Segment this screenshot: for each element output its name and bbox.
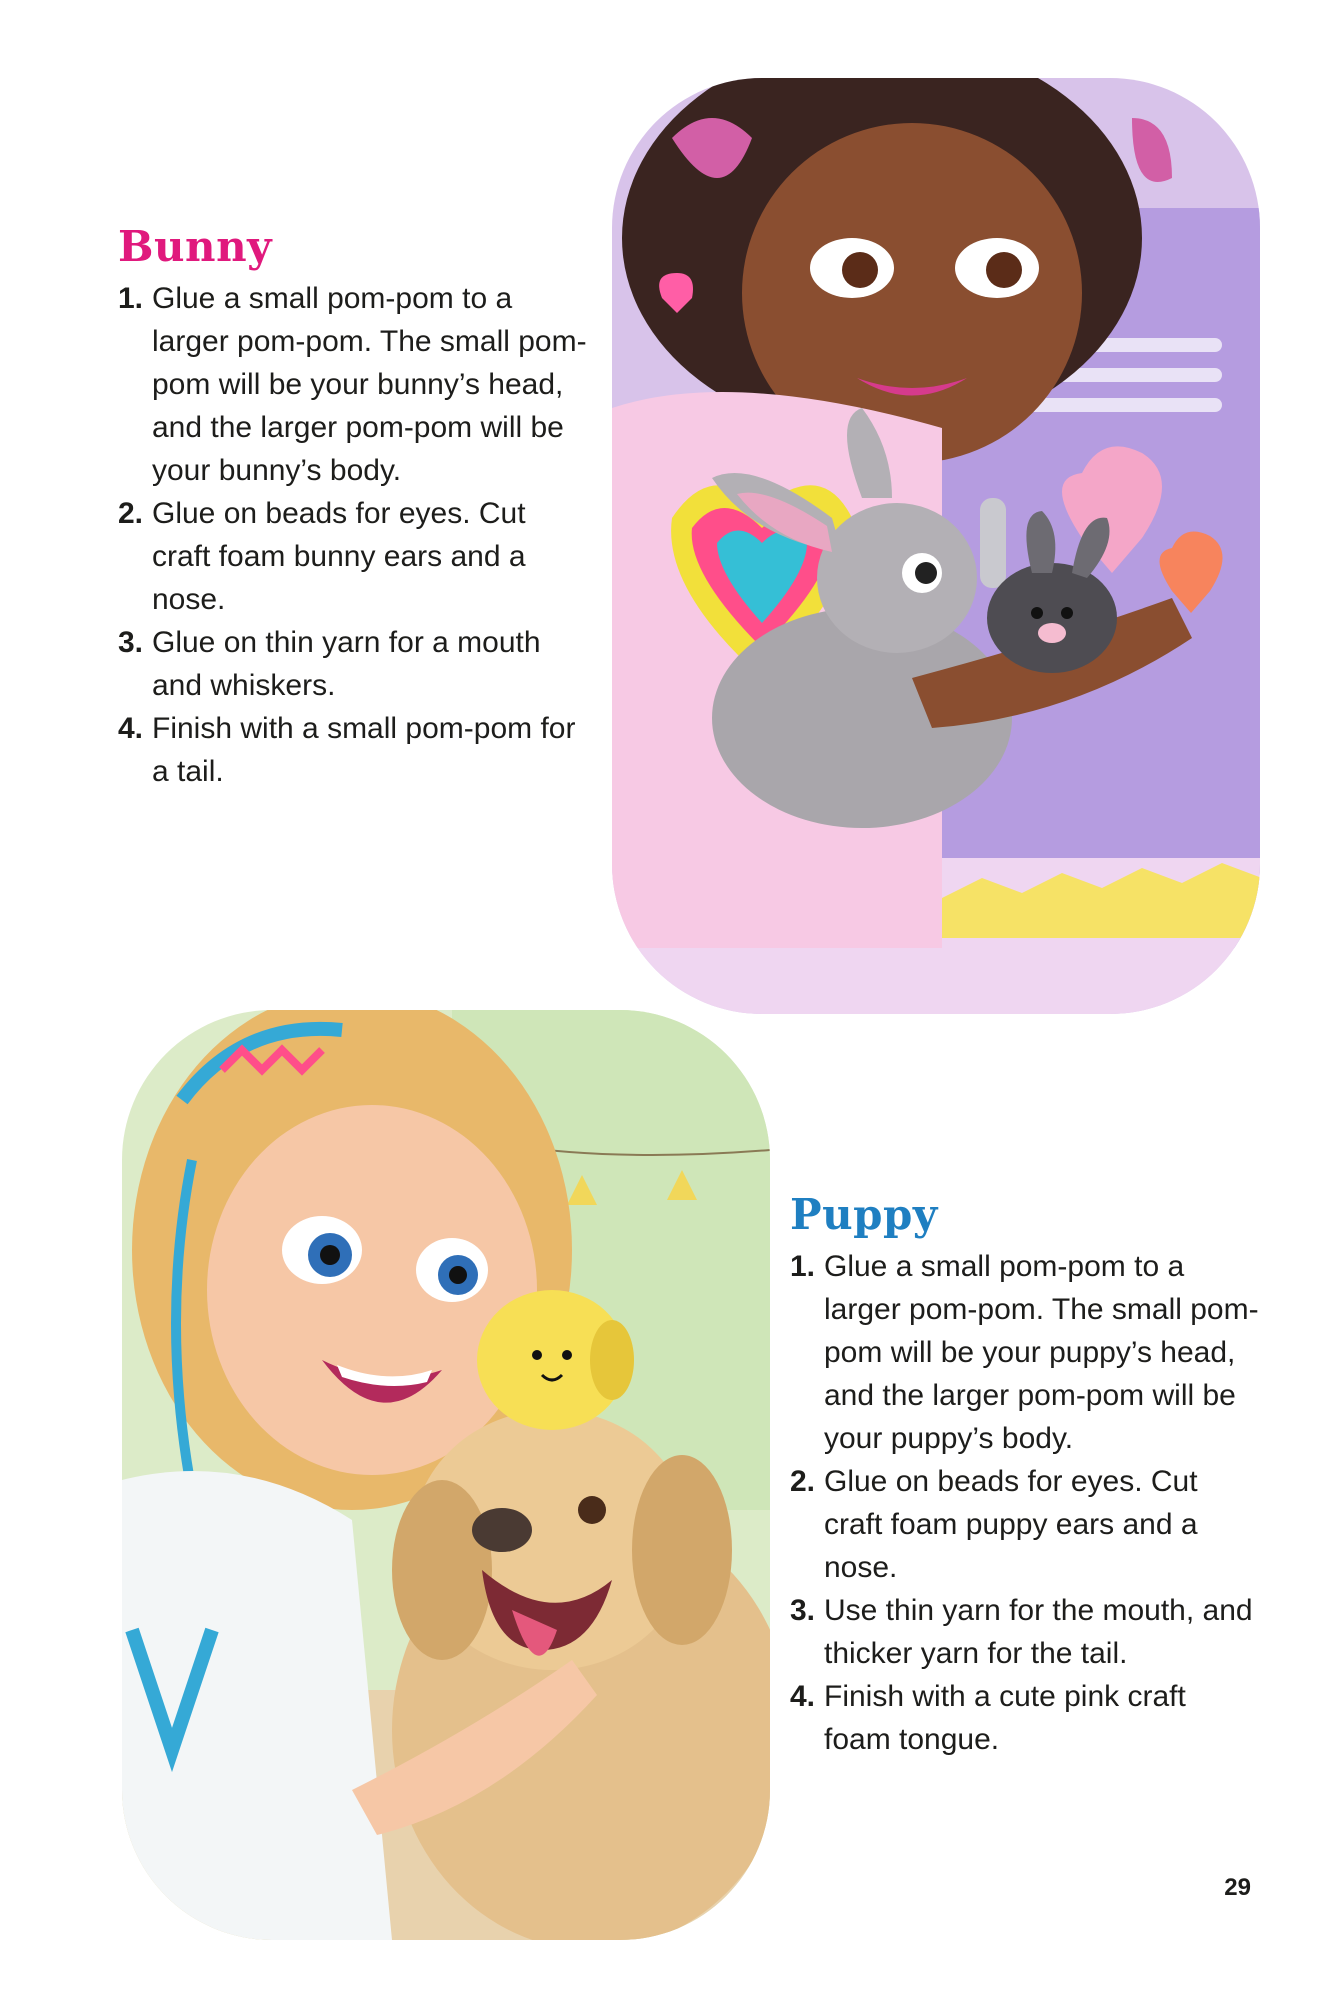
puppy-section	[790, 1190, 1260, 1761]
step-number: 4.	[790, 1680, 816, 1713]
step-text: Glue on beads for eyes. Cut craft foam puppy ears and a nose.	[824, 1465, 1198, 1584]
bunny-section	[118, 222, 588, 793]
list-item	[118, 707, 588, 793]
step-text: Use thin yarn for the mouth, and thicker yarn for the tail.	[824, 1594, 1253, 1670]
pom-pom-bunny	[987, 563, 1117, 673]
bunny-title: Bunny	[118, 222, 273, 271]
list-item	[790, 1245, 1260, 1460]
step-text: Glue a small pom-pom to a larger pom-pom. The small pom-pom will be your bunny’s head, and the larger pom-pom will be your bunny’s body.	[152, 282, 587, 487]
step-number: 2.	[790, 1465, 816, 1498]
list-item	[790, 1675, 1260, 1761]
page-number: 29	[1224, 1874, 1251, 1901]
bunny-illustration	[612, 78, 1260, 1014]
step-text: Glue on thin yarn for a mouth and whiskers.	[152, 626, 541, 702]
list-item	[118, 277, 588, 492]
list-item	[790, 1589, 1260, 1675]
girl-face	[207, 1105, 537, 1475]
puppy-title: Puppy	[790, 1190, 938, 1239]
list-item	[118, 621, 588, 707]
puppy-illustration	[122, 1010, 770, 1940]
puppy-steps	[790, 1245, 1260, 1761]
step-number: 4.	[118, 712, 144, 745]
bunny-steps	[118, 277, 588, 793]
list-item	[118, 492, 588, 621]
step-text: Glue on beads for eyes. Cut craft foam bunny ears and a nose.	[152, 497, 526, 616]
step-text: Glue a small pom-pom to a larger pom-pom. The small pom-pom will be your puppy’s head, and the larger pom-pom will be your puppy’s body.	[824, 1250, 1259, 1455]
step-text: Finish with a cute pink craft foam tongue.	[824, 1680, 1186, 1756]
list-item	[790, 1460, 1260, 1589]
step-number: 3.	[118, 626, 144, 659]
step-number: 1.	[118, 282, 144, 315]
step-number: 3.	[790, 1594, 816, 1627]
step-number: 2.	[118, 497, 144, 530]
step-number: 1.	[790, 1250, 816, 1283]
step-text: Finish with a small pom-pom for a tail.	[152, 712, 576, 788]
